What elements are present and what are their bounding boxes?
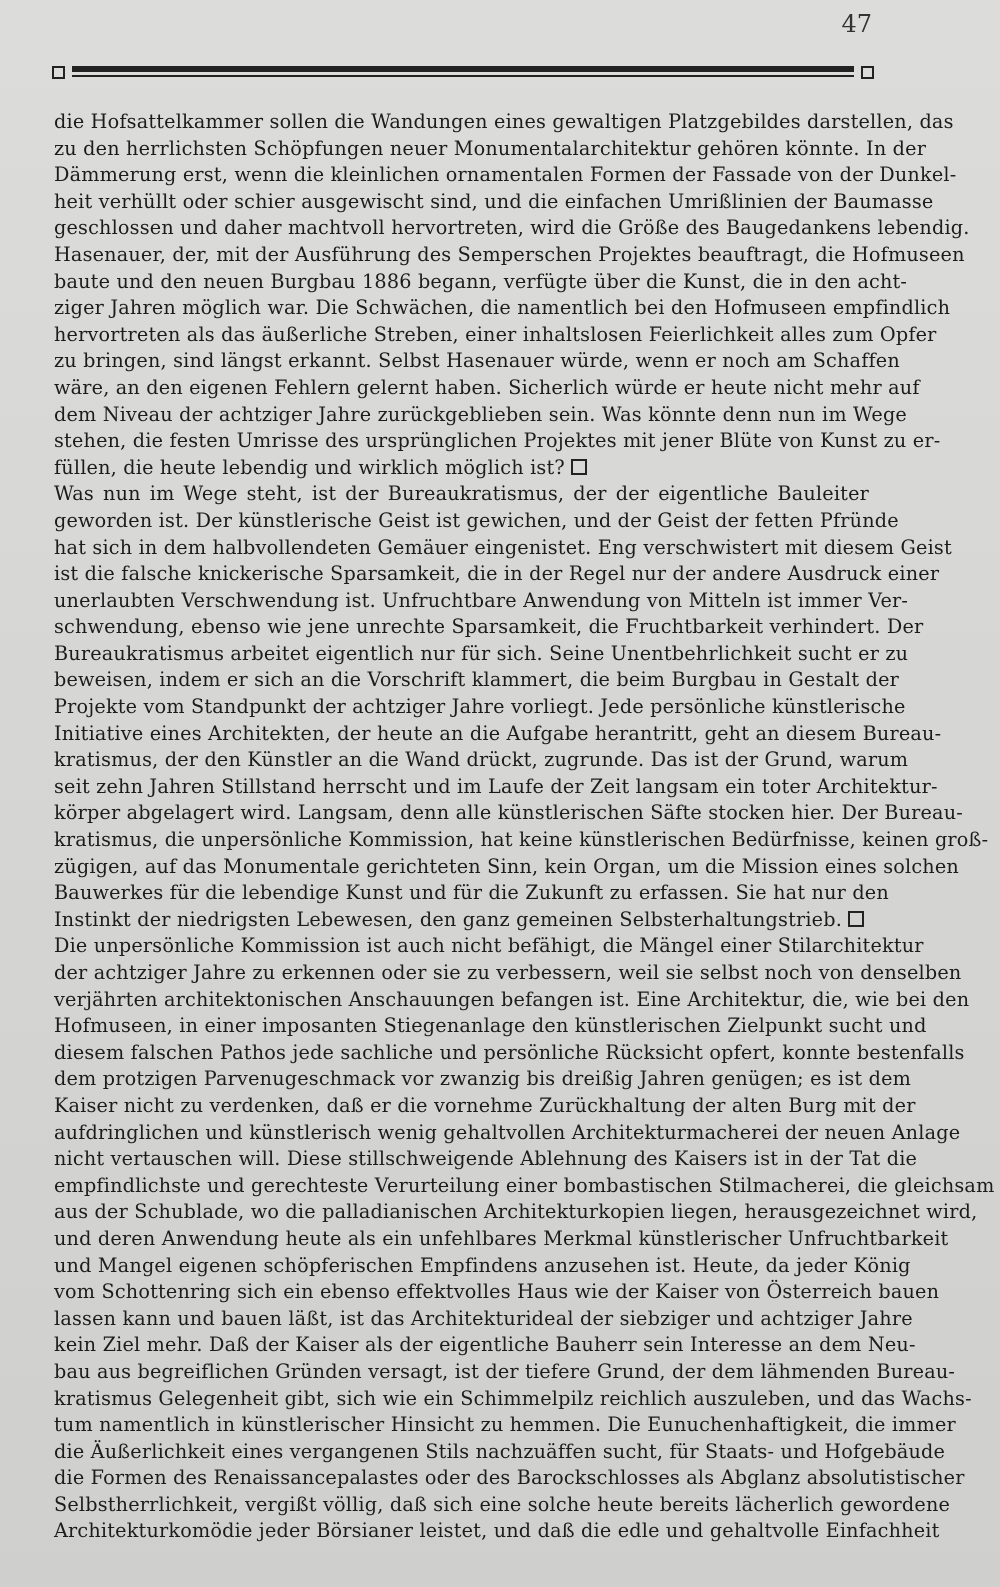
text-line: kratismus, die unpersönliche Kommission, hat keine künstlerischen Bedürfnisse, keinen groß-	[54, 828, 989, 852]
text-line: der achtziger Jahre zu erkennen oder sie zu verbessern, weil sie selbst noch von denselben	[54, 961, 962, 984]
text-line: kratismus Gelegenheit gibt, sich wie ein Schimmelpilz reichlich auszuleben, und das Wachs-	[54, 1386, 972, 1410]
rule-thick-line	[72, 66, 854, 72]
text-line: Architekturkomödie jeder Börsianer leistet, und daß die edle und gehaltvolle Einfachheit	[54, 1519, 940, 1543]
text-line: geschlossen und daher machtvoll hervortreten, wird die Größe des Baugedankens lebendig.	[54, 216, 970, 240]
text-line: aufdringlichen und künstlerisch wenig gehaltvollen Architekturmacherei der neuen Anlage	[54, 1120, 961, 1144]
paragraph-end-square-icon	[571, 459, 587, 475]
text-line: zu bringen, sind längst erkannt. Selbst Hasenauer würde, wenn er noch am Schaffen	[54, 349, 900, 373]
text-line: schwendung, ebenso wie jene unrechte Sparsamkeit, die Fruchtbarkeit verhindert. Der	[54, 615, 924, 639]
text-line: Dämmerung erst, wenn die kleinlichen ornamentalen Formen der Fassade von der Dunkel-	[54, 163, 957, 187]
header-rule	[52, 66, 874, 80]
rule-thin-line	[72, 75, 854, 77]
text-line: kein Ziel mehr. Daß der Kaiser als der eigentliche Bauherr sein Interesse an dem Neu-	[54, 1333, 916, 1357]
text-line: aus der Schublade, wo die palladianischen Architekturkopien liegen, herausgezeichnet wird,	[54, 1200, 978, 1224]
text-line: füllen, die heute lebendig und wirklich möglich ist?	[54, 455, 869, 482]
text-line: ist die falsche knickerische Sparsamkeit, die in der Regel nur der andere Ausdruck einer	[54, 562, 940, 586]
text-line: stehen, die festen Umrisse des ursprünglichen Projektes mit jener Blüte von Kunst zu er-	[54, 429, 941, 453]
text-line: beweisen, indem er sich an die Vorschrift klammert, die beim Burgbau in Gestalt der	[54, 668, 899, 692]
text-line: Selbstherrlichkeit, vergißt völlig, daß sich eine solche heute bereits lächerlich gewordene	[54, 1492, 951, 1516]
text-line: kratismus, der den Künstler an die Wand drückt, zugrunde. Das ist der Grund, warum	[54, 748, 909, 772]
text-line: hat sich in dem halbvollendeten Gemäuer eingenistet. Eng verschwistert mit diesem Geist	[54, 535, 952, 559]
text-line: empfindlichste und gerechteste Verurteilung einer bombastischen Stilmacherei, die gleichsam	[54, 1173, 995, 1197]
text-line: unerlaubten Verschwendung ist. Unfruchtbare Anwendung von Mitteln ist immer Ver-	[54, 588, 909, 612]
text-line: zügigen, auf das Monumentale gerichteten Sinn, kein Organ, um die Mission eines solchen	[54, 854, 959, 878]
text-line: Was nun im Wege steht, ist der Bureaukratismus, der der eigentliche Bauleiter	[54, 482, 869, 506]
text-line: verjährten architektonischen Anschauungen befangen ist. Eine Architektur, die, wie bei den	[54, 987, 970, 1011]
rule-square-right-icon	[861, 66, 874, 79]
text-line: dem Niveau der achtziger Jahre zurückgeblieben sein. Was könnte denn nun im Wege	[54, 402, 907, 426]
text-line: baute und den neuen Burgbau 1886 begann, verfügte über die Kunst, die in den acht-	[54, 269, 908, 293]
text-line: lassen kann und bauen läßt, ist das Architekturideal der siebziger und achtziger Jahre	[54, 1306, 913, 1330]
text-line: und deren Anwendung heute als ein unfehlbares Merkmal künstlerischer Unfruchtbarkeit	[54, 1226, 949, 1250]
paragraph	[54, 109, 970, 481]
text-line: wäre, an den eigenen Fehlern gelernt haben. Sicherlich würde er heute nicht mehr auf	[54, 375, 920, 399]
text-line: dem protzigen Parvenugeschmack vor zwanzig bis dreißig Jahren genügen; es ist dem	[54, 1067, 912, 1091]
text-line: ziger Jahren möglich war. Die Schwächen, die namentlich bei den Hofmuseen empfindlich	[54, 296, 951, 320]
body-text	[54, 109, 995, 1545]
text-line: Instinkt der niedrigsten Lebewesen, den ganz gemeinen Selbsterhaltungstrieb.	[54, 907, 869, 934]
text-line: zu den herrlichsten Schöpfungen neuer Monumentalarchitektur gehören könnte. In der	[54, 136, 927, 160]
paragraph-end-square-icon	[848, 911, 864, 927]
text-line: geworden ist. Der künstlerische Geist ist gewichen, und der Geist der fetten Pfründe	[54, 508, 899, 532]
text-line: Kaiser nicht zu verdenken, daß er die vornehme Zurückhaltung der alten Burg mit der	[54, 1093, 916, 1117]
text-line: hervortreten als das äußerliche Streben, einer inhaltslosen Feierlichkeit alles zum Opfer	[54, 322, 937, 346]
text-line: die Hofsattelkammer sollen die Wandungen eines gewaltigen Platzgebildes darstellen, das	[54, 110, 954, 133]
text-line: tum namentlich in künstlerischer Hinsicht zu hemmen. Die Eunuchenhaftigkeit, die immer	[54, 1413, 956, 1437]
text-line: Die unpersönliche Kommission ist auch nicht befähigt, die Mängel einer Stilarchitektur	[54, 934, 924, 958]
text-line: Bauwerkes für die lebendige Kunst und für die Zukunft zu erfassen. Sie hat nur den	[54, 881, 889, 905]
page-number: 47	[841, 10, 872, 38]
text-line: Initiative eines Architekten, der heute an die Aufgabe herantritt, geht an diesem Bureau-	[54, 721, 942, 745]
text-line: Hasenauer, der, mit der Ausführung des Semperschen Projektes beauftragt, die Hofmuseen	[54, 242, 965, 266]
text-line: Projekte vom Standpunkt der achtziger Jahre vorliegt. Jede persönliche künstlerische	[54, 695, 906, 719]
text-line: diesem falschen Pathos jede sachliche und persönliche Rücksicht opfert, konnte bestenfalls	[54, 1040, 965, 1064]
text-line: nicht vertauschen will. Diese stillschweigende Ablehnung des Kaisers ist in der Tat die	[54, 1147, 918, 1171]
text-line: vom Schottenring sich ein ebenso effektvolles Haus wie der Kaiser von Österreich bauen	[54, 1280, 940, 1304]
text-line: Hofmuseen, in einer imposanten Stiegenanlage den künstlerischen Zielpunkt sucht und	[54, 1014, 927, 1038]
text-line: heit verhüllt oder schier ausgewischt sind, und die einfachen Umrißlinien der Baumasse	[54, 189, 934, 213]
text-line: und Mangel eigenen schöpferischen Empfindens anzusehen ist. Heute, da jeder König	[54, 1253, 911, 1277]
text-line: bau aus begreiflichen Gründen versagt, ist der tiefere Grund, der dem lähmenden Bureau-	[54, 1359, 956, 1383]
text-line: die Formen des Renaissancepalastes oder des Barockschlosses als Abglanz absolutistischer	[54, 1466, 965, 1490]
paragraph	[54, 481, 989, 933]
text-line: die Äußerlichkeit eines vergangenen Stils nachzuäffen sucht, für Staats- und Hofgebäude	[54, 1439, 946, 1463]
paragraph	[54, 933, 995, 1545]
text-line: Bureaukratismus arbeitet eigentlich nur für sich. Seine Unentbehrlichkeit sucht er zu	[54, 641, 909, 665]
text-line: körper abgelagert wird. Langsam, denn alle künstlerischen Säfte stocken hier. Der Bureau-	[54, 801, 963, 825]
text-line: seit zehn Jahren Stillstand herrscht und im Laufe der Zeit langsam ein toter Architektur-	[54, 774, 938, 798]
rule-square-left-icon	[52, 66, 65, 79]
